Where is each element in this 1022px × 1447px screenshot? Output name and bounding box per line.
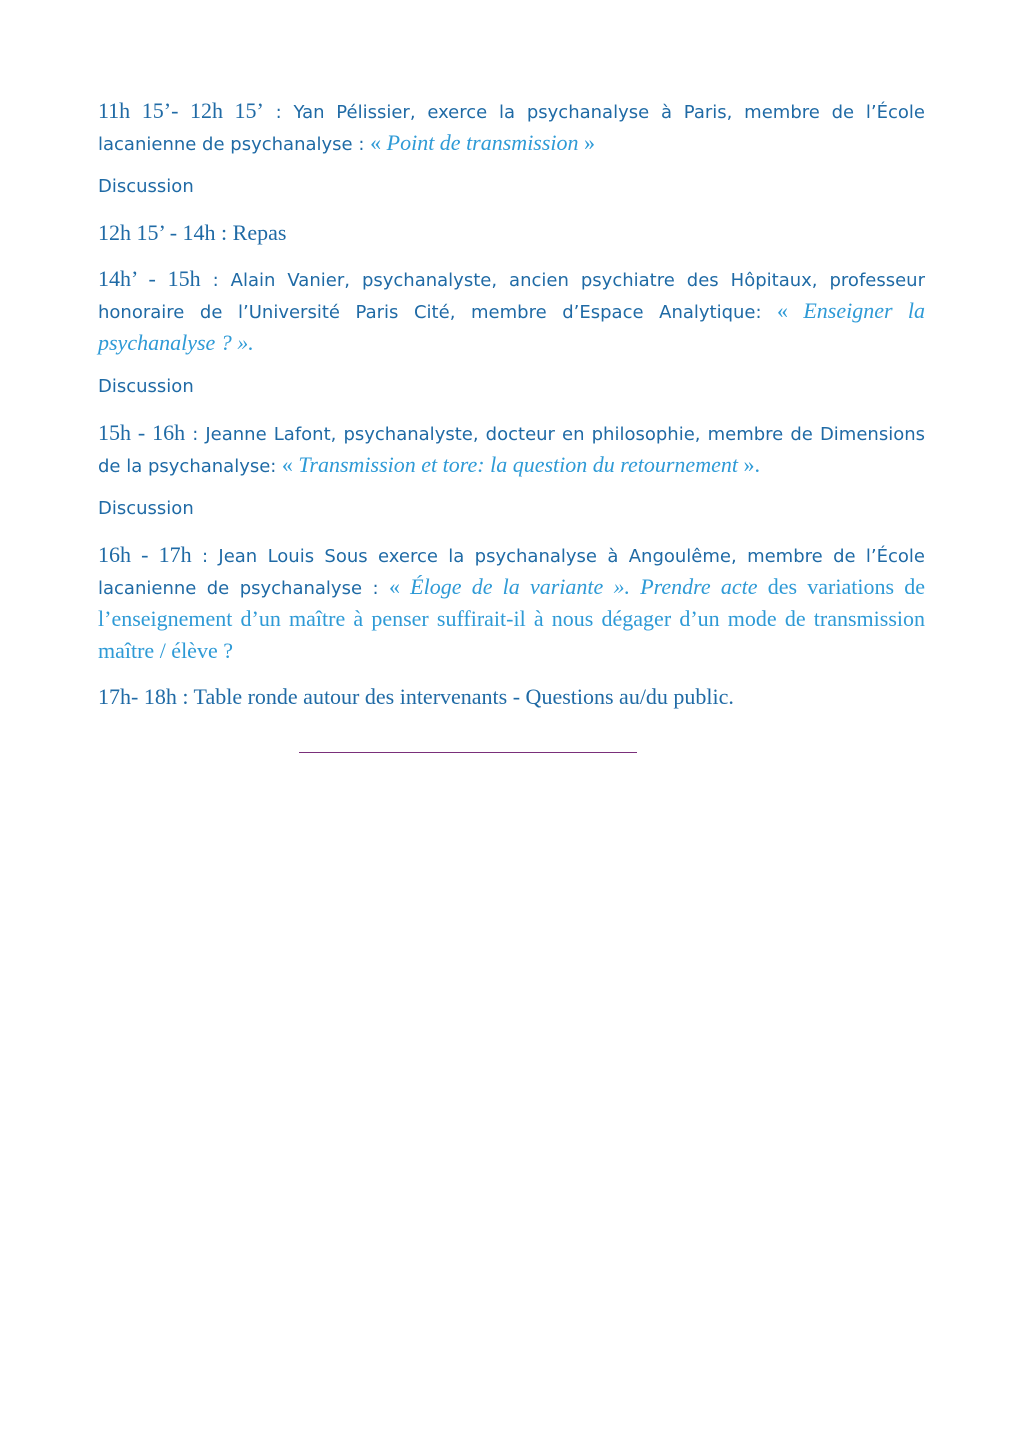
entry-speaker: Yan Pélissier, exerce la psychanalyse à Paris, membre de l’École lacanienne de psychanalyse [98, 102, 925, 155]
program-page [98, 96, 925, 728]
quote-close: ». [737, 452, 760, 477]
round-table-text: : Table ronde autour des intervenants - Questions au/du public. [176, 684, 734, 709]
lunch-separator: : [215, 220, 233, 245]
lunch-time: 12h 15’ - 14h [98, 220, 216, 245]
entry-separator: : [362, 578, 389, 599]
entry-time: 16h - 17h [98, 542, 192, 567]
discussion-label: Discussion [98, 376, 194, 397]
program-entry-lafont [98, 418, 925, 482]
discussion-label: Discussion [98, 498, 194, 519]
program-entry-lunch [98, 218, 925, 250]
entry-speaker: Alain Vanier, psychanalyste, ancien psychiatre des Hôpitaux, professeur honoraire de l’Université Paris Cité, membre d’Espace Analytique: [98, 270, 925, 323]
talk-title: Transmission et tore: la question du retournement [298, 452, 738, 477]
quote-open: « [276, 452, 299, 477]
program-entry-pelissier [98, 96, 925, 160]
talk-description: des variations de l’enseignement d’un maître à penser suffirait-il à nous dégager d’un mode de transmission maître / élève ? [98, 574, 925, 663]
lunch-label: Repas [232, 220, 287, 245]
quote-open: « [370, 130, 387, 155]
talk-title: Éloge de la variante ». Prendre acte [410, 574, 758, 599]
quote-close: » [578, 130, 596, 155]
program-entry-sous [98, 540, 925, 668]
entry-separator: : [263, 102, 294, 123]
program-entry-vanier [98, 264, 925, 360]
discussion-label: Discussion [98, 176, 194, 197]
quote-open: « [761, 298, 804, 323]
entry-time: 14h’ - 15h [98, 266, 201, 291]
entry-time: 11h 15’- 12h 15’ [98, 98, 264, 123]
program-entry-round-table [98, 682, 925, 714]
entry-speaker: Jean Louis Sous exerce la psychanalyse à Angoulême, membre de l’École lacanienne de psychanalyse [98, 546, 926, 599]
entry-separator: : [200, 270, 231, 291]
quote-open: « [388, 574, 411, 599]
entry-separator: : [352, 134, 371, 155]
round-table-time: 17h- 18h [98, 684, 177, 709]
entry-separator: : [185, 424, 206, 445]
talk-title: Enseigner la psychanalyse ? ». [98, 298, 925, 355]
talk-title: Point de transmission [386, 130, 579, 155]
separator-line [299, 752, 637, 753]
entry-speaker: Jeanne Lafont, psychanalyste, docteur en philosophie, membre de Dimensions de la psychanalyse: [98, 424, 925, 477]
entry-time: 15h - 16h [98, 420, 186, 445]
entry-separator: : [191, 546, 219, 567]
